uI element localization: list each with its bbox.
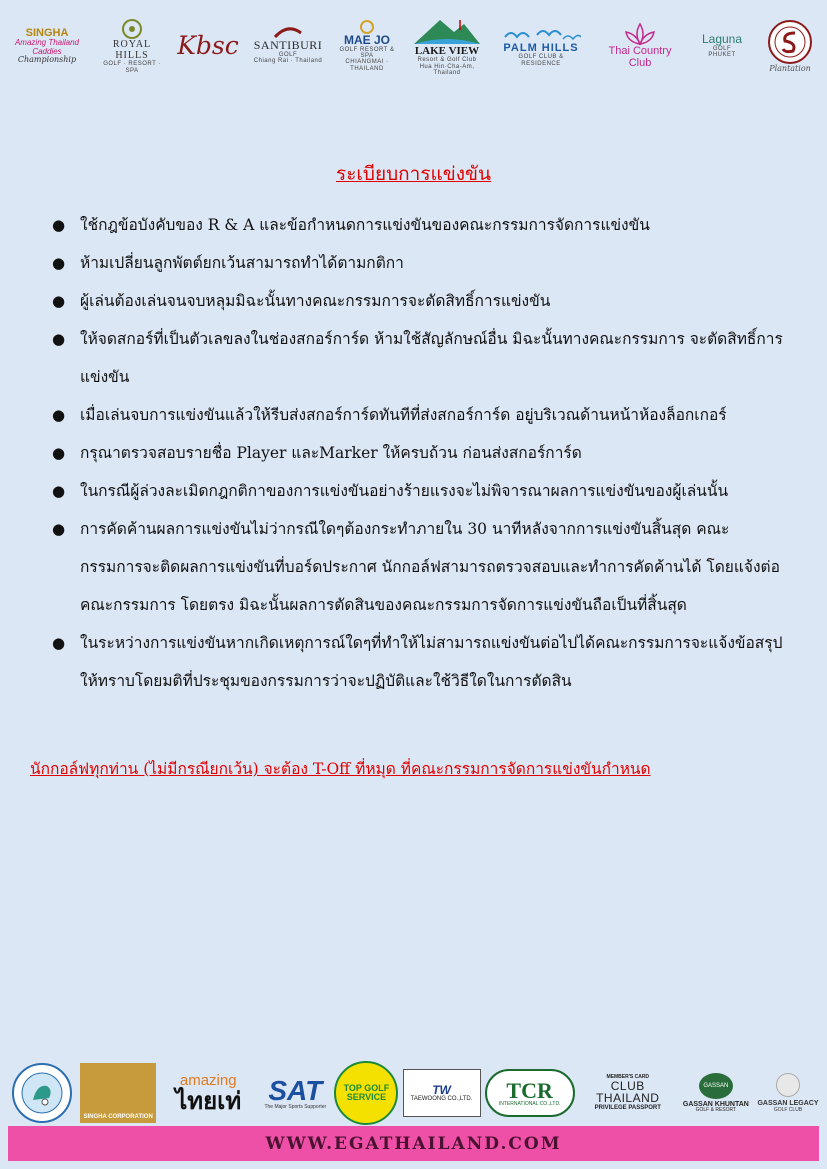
palm-hills-logo: PALM HILLS GOLF CLUB & RESIDENCE bbox=[498, 25, 584, 67]
singha-caddies-logo: SINGHA Amazing Thailand Caddies Championship bbox=[14, 26, 80, 64]
rule-item bbox=[50, 282, 785, 320]
royal-hills-logo: ROYAL HILLS GOLF · RESORT · SPA bbox=[99, 18, 165, 74]
rule-text: การคัดค้านผลการแข่งขันไม่ว่ากรณีใดๆต้องกระทำภายใน 30 นาทีหลังจากการแข่งขันสิ้นสุด คณะกรรมการจะติดผลการแข่งขันที่บอร์ดประกาศ นักกอล์ฟสามารถตรวจสอบและทำการคัดค้านได้ โดยแจ้งต่อคณะกรรมการ โดยตรง มิฉะนั้นผลการตัดสินของคณะกรรมการจัดการแข่งขันถือเป็นที่สิ้นสุด bbox=[80, 520, 780, 614]
tcr-logo: TCR INTERNATIONAL CO.,LTD. bbox=[485, 1069, 575, 1117]
ega-logo bbox=[8, 1062, 76, 1124]
bullet-icon: ● bbox=[52, 482, 66, 500]
rule-item bbox=[50, 510, 785, 624]
rule-text: ห้ามเปลี่ยนลูกพัตต์ยกเว้นสามารถทำได้ตามกติกา bbox=[80, 254, 404, 272]
rule-text: ใช้กฎข้อบังคับของ R & A และข้อกำหนดการแข่งขันของคณะกรรมการจัดการแข่งขัน bbox=[80, 216, 650, 234]
rule-item bbox=[50, 624, 785, 700]
singha-corporation-logo: SINGHA CORPORATION bbox=[80, 1063, 156, 1123]
bullet-icon: ● bbox=[52, 520, 66, 538]
golf-ball-icon bbox=[776, 1073, 800, 1097]
tee-off-notice: นักกอล์ฟทุกท่าน (ไม่มีกรณียกเว้น) จะต้อง T-Off ที่หมุด ที่คณะกรรมการจัดการแข่งขันกำหนด bbox=[30, 760, 651, 778]
gassan-khuntan-logo: GASSAN GASSAN KHUNTAN GOLF & RESORT bbox=[681, 1073, 751, 1114]
gassan-legacy-logo: GASSAN LEGACY GOLF CLUB bbox=[755, 1073, 821, 1113]
rule-item bbox=[50, 434, 785, 472]
ega-seal-icon bbox=[11, 1062, 73, 1124]
rule-item bbox=[50, 244, 785, 282]
bullet-icon: ● bbox=[52, 634, 66, 652]
lake-view-mountain-icon bbox=[412, 16, 482, 46]
maejo-logo: MAE JO GOLF RESORT & SPA CHIANGMAI · THAILAND bbox=[338, 20, 396, 72]
rule-text: ในระหว่างการแข่งขันหากเกิดเหตุการณ์ใดๆที่ทำให้ไม่สามารถแข่งขันต่อไปได้คณะกรรมการจะแจ้งข้อสรุปให้ทราบโดยมติที่ประชุมของกรรมการว่าจะปฏิบัติและใช้วิธีใดในการตัดสิน bbox=[80, 634, 783, 690]
rule-text: ให้จดสกอร์ที่เป็นตัวเลขลงในช่องสกอร์การ์ด ห้ามใช้สัญลักษณ์อื่น มิฉะนั้นทางคณะกรรมการ จะตัดสิทธิ์การแข่งขัน bbox=[80, 330, 783, 386]
bullet-icon: ● bbox=[52, 444, 66, 462]
kbsc-logo: Kbsc bbox=[177, 30, 239, 60]
gassan-badge-icon: GASSAN bbox=[699, 1073, 733, 1099]
rule-text: ในกรณีผู้ล่วงละเมิดกฎกติกาของการแข่งขันอย่างร้ายแรงจะไม่พิจารณาผลการแข่งขันของผู้เล่นนั้น bbox=[80, 482, 729, 500]
plantation-logo: Plantation bbox=[761, 19, 819, 73]
royal-hills-emblem-icon bbox=[121, 18, 143, 40]
maejo-golfer-icon bbox=[355, 20, 379, 34]
lotus-icon bbox=[622, 22, 658, 46]
footer-url[interactable]: WWW.EGATHAILAND.COM bbox=[265, 1133, 562, 1154]
palm-hills-birds-icon bbox=[501, 25, 581, 43]
club-thailand-logo: MEMBER'S CARD CLUB THAILAND PRIVILEGE PASSPORT bbox=[594, 1073, 661, 1112]
rule-text: เมื่อเล่นจบการแข่งขันแล้วให้รีบส่งสกอร์การ์ดทันทีที่ส่งสกอร์การ์ด อยู่บริเวณด้านหน้าห้องล็อกเกอร์ bbox=[80, 406, 727, 424]
plantation-seal-icon bbox=[767, 19, 813, 65]
sat-logo: SAT The Major Sports Supporter bbox=[264, 1074, 327, 1111]
document-title: ระเบียบการแข่งขัน bbox=[335, 163, 492, 185]
bullet-icon: ● bbox=[52, 254, 66, 272]
lake-view-logo: LAKE VIEW Resort & Golf Club Hua Hin·Cha-Am, Thailand bbox=[409, 16, 485, 76]
bullet-icon: ● bbox=[52, 330, 66, 348]
amazing-thailand-logo: amazing ไทยเท่ bbox=[175, 1071, 242, 1116]
bullet-icon: ● bbox=[52, 216, 66, 234]
bullet-icon: ● bbox=[52, 292, 66, 310]
sponsor-logo-strip bbox=[8, 1060, 821, 1126]
bullet-icon: ● bbox=[52, 406, 66, 424]
footer-bar bbox=[8, 1126, 819, 1161]
taewoong-logo: TW TAEWOONG CO.,LTD. bbox=[403, 1069, 481, 1117]
top-golf-service-logo: TOP GOLF SERVICE bbox=[334, 1061, 398, 1125]
santiburi-logo: SANTIBURI GOLF Chiang Rai · Thailand bbox=[251, 27, 325, 64]
thai-country-club-logo: Thai Country Club bbox=[597, 22, 683, 69]
rules-list bbox=[50, 206, 785, 700]
rule-item bbox=[50, 320, 785, 396]
laguna-logo: Laguna GOLF PHUKET bbox=[701, 32, 743, 59]
rule-item bbox=[50, 206, 785, 244]
rule-item bbox=[50, 472, 785, 510]
header-logo-strip bbox=[8, 8, 819, 84]
rule-text: ผู้เล่นต้องเล่นจนจบหลุมมิฉะนั้นทางคณะกรรมการจะตัดสิทธิ์การแข่งขัน bbox=[80, 292, 551, 310]
rule-text: กรุณาตรวจสอบรายชื่อ Player และMarker ให้ครบถ้วน ก่อนส่งสกอร์การ์ด bbox=[80, 444, 582, 462]
rule-item bbox=[50, 396, 785, 434]
